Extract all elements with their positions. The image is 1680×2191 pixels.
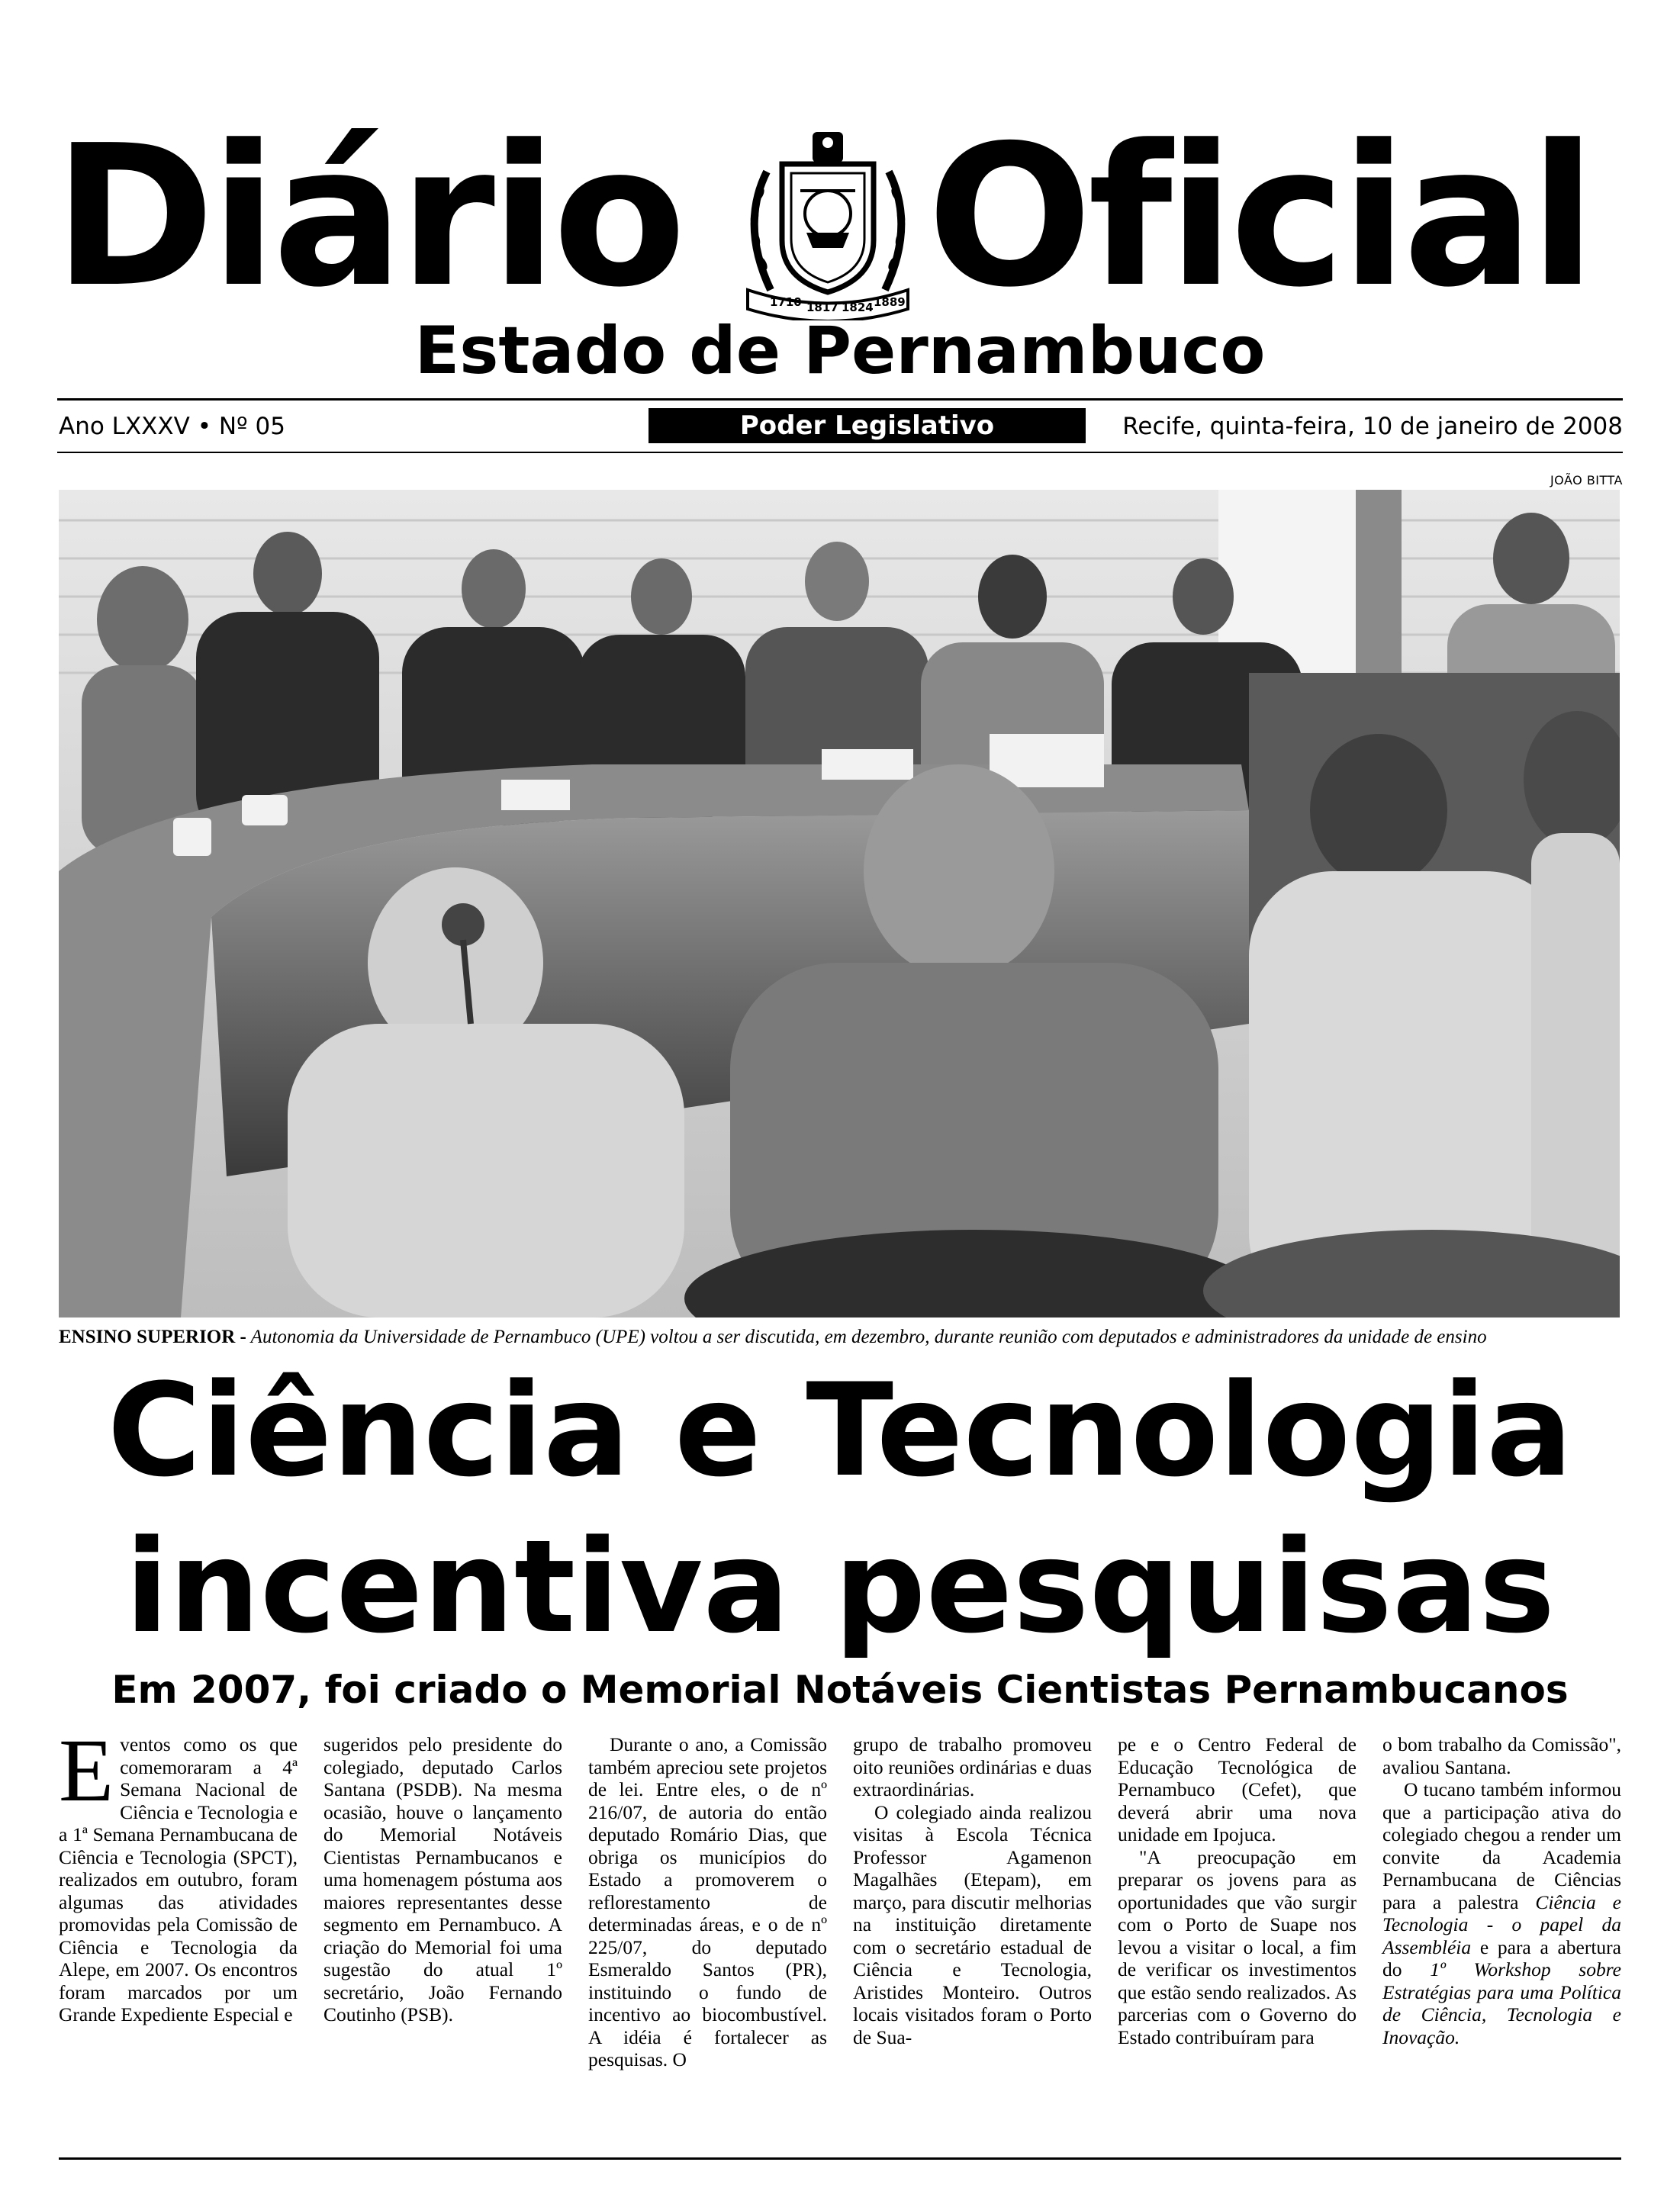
article-column-5 — [1118, 1733, 1357, 2048]
news-photo — [59, 490, 1620, 1317]
dateline-rule — [57, 452, 1623, 453]
col4-para-1: grupo de trabalho promoveu oito reuniões ordinárias e duas extraordinárias. — [853, 1733, 1092, 1800]
col6-para-2 — [1382, 1778, 1621, 2048]
issue-number: Ano LXXXV • Nº 05 — [59, 413, 285, 440]
col1-text: ventos como os que comemoraram a 4ª Semana Nacional de Ciência e Tecnologia e a 1ª Semana Pernambucana de Ciência e Tecnologia (SPCT), realizados em outubro, foram algumas das atividades promovidas pela Comissão de Ciência e Tecnologia da Alepe, em 2007. Os encontros foram marcados por um Grande Expediente Especial e — [59, 1733, 298, 2025]
masthead-subtitle: Estado de Pernambuco — [414, 313, 1266, 389]
state-crest-icon — [736, 126, 919, 320]
col6-para-1: o bom trabalho da Comissão", avaliou Santana. — [1382, 1733, 1621, 1778]
masthead — [53, 104, 1625, 330]
article-column-3 — [588, 1733, 827, 2071]
crest-year-4: 1889 — [874, 295, 906, 309]
col6-text-a: O tucano também informou que a participação ativa do colegiado chegou a render um convite da Academia Pernambucana de Ciências para a palestra — [1382, 1778, 1621, 1913]
dateline — [57, 408, 1623, 446]
caption-label: ENSINO SUPERIOR - — [59, 1327, 246, 1347]
col2-text: sugeridos pelo presidente do colegiado, deputado Carlos Santana (PSDB). Na mesma ocasião, houve o lançamento do Memorial Notáveis Cientistas Pernambucanos e uma homenagem póstuma aos maiores representantes desse segmento em Pernambuco. A criação do Memorial foi uma sugestão do atual 1º secretário, João Fernando Coutinho (PSB). — [323, 1733, 562, 2025]
col3-text: Durante o ano, a Comissão também apreciou sete projetos de lei. Entre eles, o de nº 216/07, de autoria do então deputado Romário Dias, que obriga os municípios do Estado a promoverem o reflorestamento de determinadas áreas, e o de nº 225/07, do deputado Esmeraldo Santos (PR), instituindo o fundo de incentivo ao biocombustível. A idéia é fortalecer as pesquisas. O — [588, 1733, 827, 2070]
col6-text-c: e para a abertura do — [1382, 1935, 1621, 1980]
col5-para-1: pe e o Centro Federal de Educação Tecnológica de Pernambuco (Cefet), que deverá abrir uma nova unidade em Ipojuca. — [1118, 1733, 1357, 1845]
crest-year-2: 1817 — [806, 301, 838, 314]
col5-para-2: "A preocupação em preparar os jovens para as oportunidades que vão surgir com o Porto de Suape nos levou a visitar o local, a fim de verificar os investimentos que estão sendo realizados. As parcerias com o Governo do Estado contribuíram para — [1118, 1845, 1357, 2048]
deck: Em 2007, foi criado o Memorial Notáveis Cientistas Pernambucanos — [111, 1668, 1569, 1712]
masthead-title-right: Oficial — [927, 104, 1592, 330]
section-badge: Poder Legislativo — [649, 408, 1086, 443]
col4-para-2: O colegiado ainda realizou visitas à Escola Técnica Professor Agamenon Magalhães (Etepam), em março, para discutir melhorias na instituição diretamente com o secretário estadual de Ciência e Tecnologia, Aristides Monteiro. Outros locais visitados foram o Porto de Sua- — [853, 1800, 1092, 2048]
drop-cap: E — [59, 1720, 114, 1820]
lecture-title: Ciência e Tecnologia - o papel da Assembléia — [1382, 1890, 1621, 1958]
workshop-title: 1º Workshop sobre Estratégias para uma Política de Ciência, Tecnologia e Inovação. — [1382, 1958, 1621, 2048]
crest-year-3: 1824 — [842, 301, 874, 314]
crest-year-1: 1710 — [770, 295, 802, 309]
top-rule — [57, 398, 1623, 401]
article-column-2 — [323, 1733, 562, 2026]
masthead-title-left: Diário — [53, 104, 682, 330]
bottom-rule — [59, 2157, 1621, 2160]
photo-credit: JOÃO BITTA — [1550, 473, 1623, 487]
article-column-4 — [853, 1733, 1092, 2048]
article-body — [59, 1720, 1621, 2149]
place-date: Recife, quinta-feira, 10 de janeiro de 2008 — [1122, 413, 1623, 440]
article-column-1 — [59, 1720, 298, 2026]
headline-line-2: incentiva pesquisas — [124, 1512, 1556, 1662]
headline-line-1: Ciência e Tecnologia — [107, 1356, 1573, 1505]
photo-caption — [59, 1326, 1623, 1349]
article-column-6 — [1382, 1733, 1621, 2048]
caption-text: Autonomia da Universidade de Pernambuco (UPE) voltou a ser discutida, em dezembro, durante reunião com deputados e administradores da unidade de ensino — [246, 1327, 1487, 1347]
